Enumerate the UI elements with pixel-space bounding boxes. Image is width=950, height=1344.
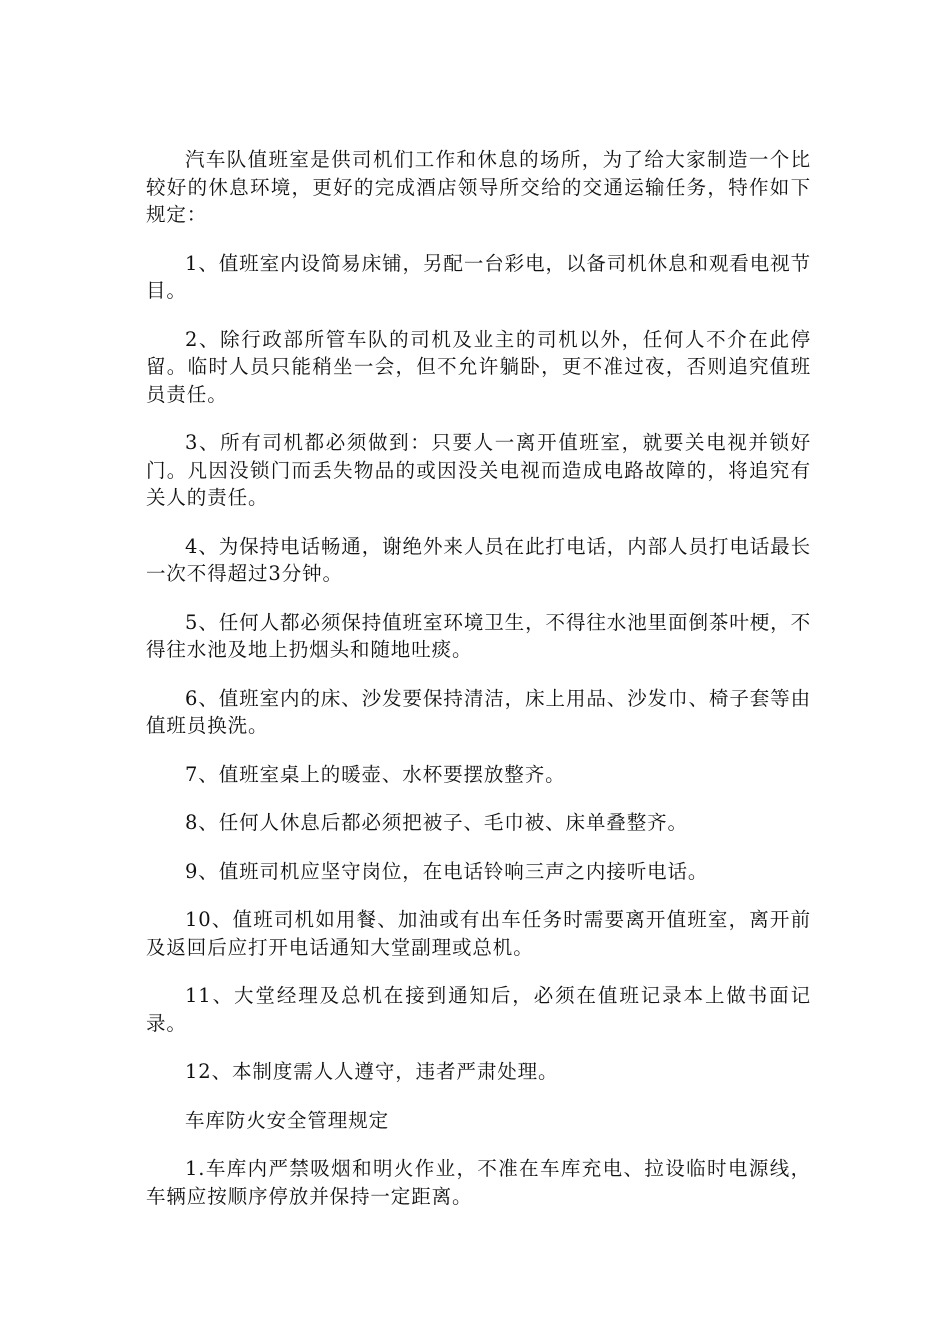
rule-3: 3、所有司机都必须做到：只要人一离开值班室，就要关电视并锁好门。凡因没锁门而丢失物品的或因没关电视而造成电路故障的，将追究有关人的责任。 [146, 431, 811, 509]
rule-9: 9、值班司机应坚守岗位，在电话铃响三声之内接听电话。 [185, 859, 709, 883]
rule-4: 4、为保持电话畅通，谢绝外来人员在此打电话，内部人员打电话最长一次不得超过3分钟。 [146, 534, 811, 585]
rule-6: 6、值班室内的床、沙发要保持清洁，床上用品、沙发巾、椅子套等由值班员换洗。 [146, 686, 811, 737]
rule-2: 2、除行政部所管车队的司机及业主的司机以外，任何人不介在此停留。临时人员只能稍坐一会，但不允许躺卧，更不准过夜，否则追究值班员责任。 [146, 327, 811, 406]
rule-12: 12、本制度需人人遵守，违者严肃处理。 [185, 1060, 559, 1083]
intro-paragraph: 汽车队值班室是供司机们工作和休息的场所，为了给大家制造一个比较好的休息环境，更好的完成酒店领导所交给的交通运输任务，特作如下规定： [146, 148, 811, 226]
rule-10: 10、值班司机如用餐、加油或有出车任务时需要离开值班室，离开前及返回后应打开电话通知大堂副理或总机。 [146, 908, 811, 959]
rule-5: 5、任何人都必须保持值班室环境卫生，不得往水池里面倒茶叶梗，不得往水池及地上扔烟头和随地吐痰。 [146, 610, 811, 661]
rule-11: 11、大堂经理及总机在接到通知后，必须在值班记录本上做书面记录。 [146, 984, 811, 1035]
garage-rule-1: 1.车库内严禁吸烟和明火作业，不准在车库充电、拉设临时电源线，车辆应按顺序停放并保持一定距离。 [146, 1157, 811, 1208]
section-heading: 车库防火安全管理规定 [185, 1108, 390, 1132]
rule-1: 1、值班室内设简易床铺，另配一台彩电，以备司机休息和观看电视节目。 [146, 251, 811, 302]
rule-8: 8、任何人休息后都必须把被子、毛巾被、床单叠整齐。 [185, 811, 688, 834]
rule-7: 7、值班室桌上的暖壶、水杯要摆放整齐。 [185, 762, 566, 786]
document-body [146, 146, 811, 1231]
